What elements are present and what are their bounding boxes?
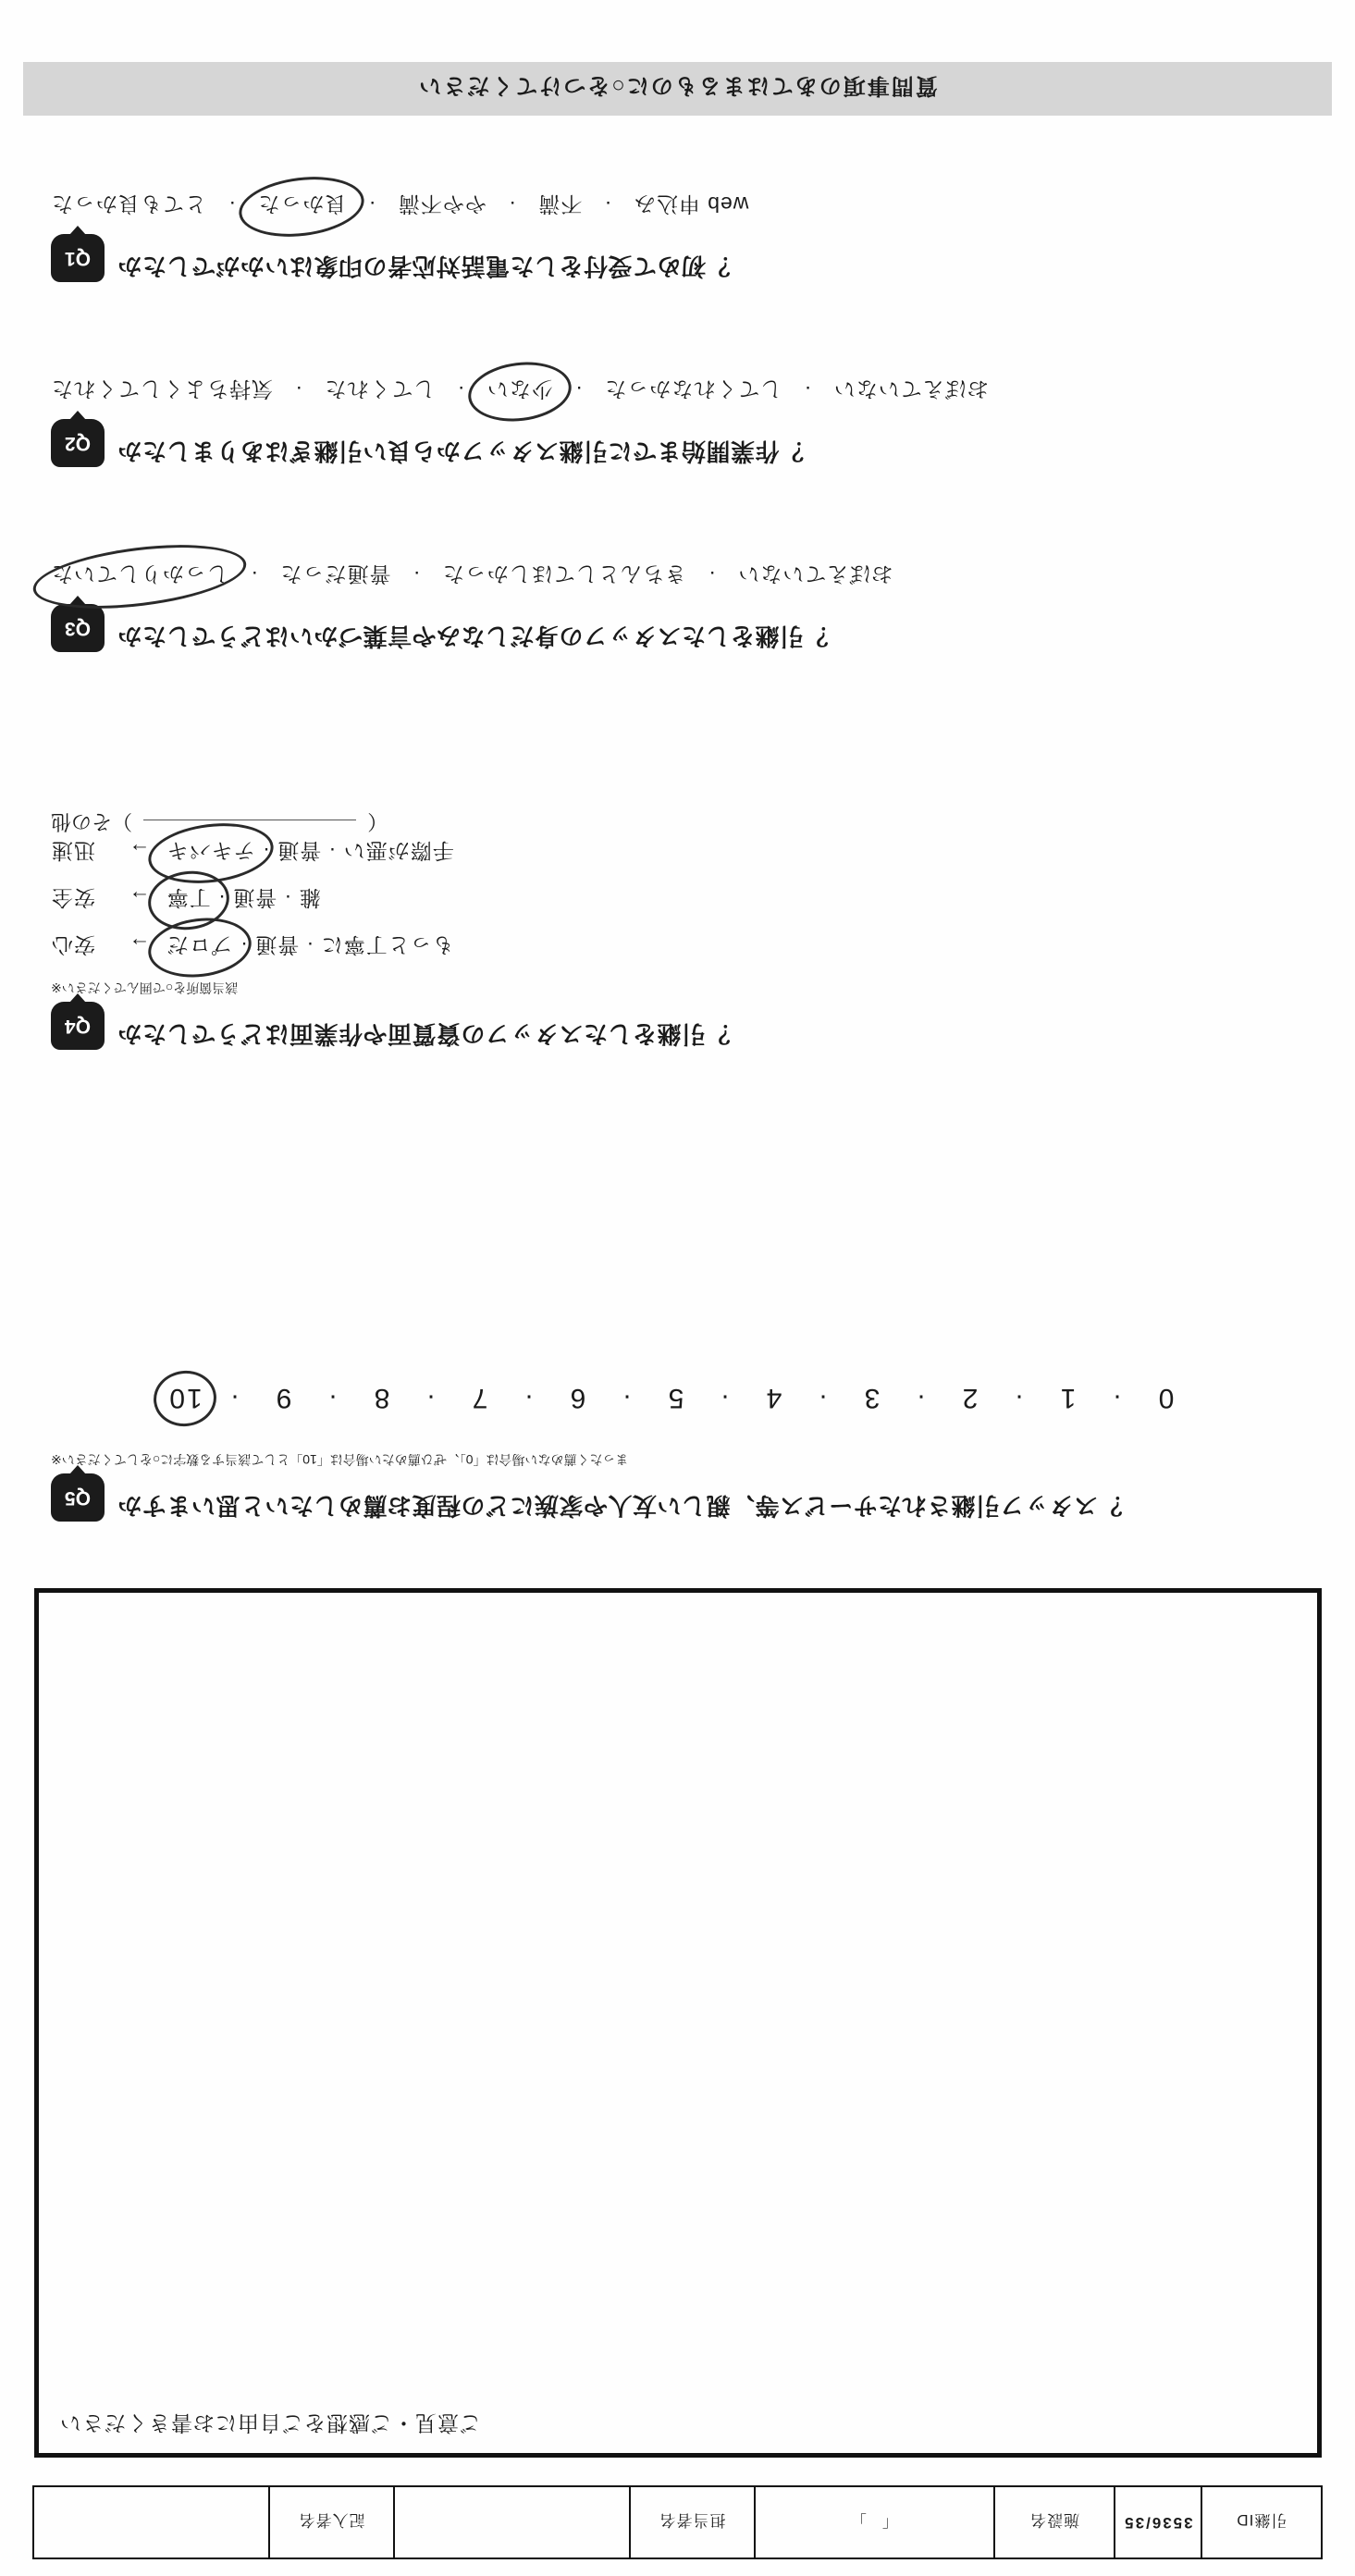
q4-jinsoku-option-2[interactable]: 普通 bbox=[277, 839, 322, 863]
q3-option-2[interactable]: 普通だった bbox=[279, 562, 391, 586]
q5-option-7[interactable]: 7 bbox=[470, 1383, 488, 1413]
q4-row-arrow-anzen: → bbox=[128, 886, 151, 910]
table-row bbox=[33, 2486, 1322, 2558]
q1-option-4[interactable]: 不満 bbox=[537, 192, 583, 216]
header-label-id: 引継ID bbox=[1201, 2486, 1322, 2558]
question-badge-q5: Q5 bbox=[51, 1473, 105, 1522]
q4-anzen-option-3[interactable]: 雑 bbox=[298, 886, 321, 910]
q4-other-label: その他（ bbox=[51, 810, 133, 833]
comment-box-label: ご意見・ご感想をご自由にお書きください bbox=[59, 2411, 481, 2435]
q3-option-4[interactable]: おぼえていない bbox=[737, 562, 893, 586]
q3-choices[interactable]: しっかりしていた · 普通だった · きちんとしてほしかった · おぼえていない bbox=[51, 561, 1300, 591]
question-text-q5: スタッフ引継されたサービス等、親しい友人や家族にどの程度お薦めしたいと思いますか？ bbox=[117, 1492, 1123, 1520]
instruction-bar bbox=[23, 62, 1332, 116]
header-label-writer: 記入者名 bbox=[269, 2486, 393, 2558]
q2-option-4[interactable]: してくれなかった bbox=[604, 377, 782, 401]
q4-row-arrow-jinsoku: → bbox=[128, 839, 151, 863]
question-block-q4 bbox=[51, 810, 1300, 1050]
q4-other-line[interactable] bbox=[51, 808, 1300, 837]
q4-anzen-option-2[interactable]: 普通 bbox=[232, 886, 277, 910]
q5-option-2[interactable]: 2 bbox=[960, 1383, 979, 1413]
q5-option-1[interactable]: 1 bbox=[1058, 1383, 1077, 1413]
q4-row-arrow-anshin: → bbox=[128, 933, 151, 957]
q4-row-anzen[interactable]: 安全 → 丁寧 · 普通 · 雑 bbox=[51, 884, 1300, 915]
header-value-manager[interactable] bbox=[394, 2486, 630, 2558]
q1-choices[interactable]: とても良かった · 良かった · やや不満 · 不満 · web 申込み bbox=[51, 191, 1300, 221]
q5-option-9[interactable]: 9 bbox=[274, 1383, 292, 1413]
q4-anzen-option-1[interactable]: 丁寧 bbox=[166, 884, 211, 915]
q4-other-close: ） bbox=[367, 810, 388, 833]
header-label-facility: 施設名 bbox=[994, 2486, 1115, 2558]
q5-option-3[interactable]: 3 bbox=[862, 1383, 881, 1413]
q5-option-4[interactable]: 4 bbox=[764, 1383, 782, 1413]
q2-choices[interactable]: 気持ちよくしてくれた · してくれた · 少ない · してくれなかった · おぼえていない bbox=[51, 376, 1300, 406]
question-text-q1: 初めて受付をした電話対応者の印象はいかがでしたか？ bbox=[117, 253, 731, 280]
question-block-q1 bbox=[51, 191, 1300, 282]
q2-option-3[interactable]: 少ない bbox=[487, 376, 553, 406]
q4-other-input[interactable] bbox=[143, 820, 356, 821]
q5-option-10[interactable]: 10 bbox=[144, 1382, 226, 1413]
q4-anshin-option-2[interactable]: 普通 bbox=[254, 933, 300, 957]
question-text-q2: 作業開始までに引継スタッフから良い引継ぎはありましたか？ bbox=[117, 438, 805, 465]
q1-option-2[interactable]: 良かった bbox=[257, 191, 346, 221]
header-table bbox=[32, 2485, 1323, 2559]
instruction-text: 質問事項のあてはまるものに○をつけてください bbox=[417, 73, 938, 99]
question-text-q3: 引継をしたスタッフの身だしなみや言葉づかいはどうでしたか？ bbox=[117, 622, 829, 650]
q2-option-2[interactable]: してくれた bbox=[324, 377, 436, 401]
question-badge-q4: Q4 bbox=[51, 1002, 105, 1050]
q3-option-1[interactable]: しっかりしていた bbox=[51, 561, 228, 591]
q1-option-1[interactable]: とても良かった bbox=[51, 192, 206, 216]
question-badge-q3: Q3 bbox=[51, 604, 105, 652]
header-value-writer[interactable] bbox=[33, 2486, 269, 2558]
q5-option-5[interactable]: 5 bbox=[666, 1383, 684, 1413]
q3-option-3[interactable]: きちんとしてほしかった bbox=[441, 562, 686, 586]
question-block-q2 bbox=[51, 376, 1300, 467]
q5-scale[interactable]: 10 · 9 · 8 · 7 · 6 · 5 · 4 · 3 · 2 · 1 · 0 bbox=[51, 1382, 1300, 1413]
q4-row-anshin[interactable]: 安心 → プロだ · 普通 · もっと丁寧に bbox=[51, 931, 1300, 962]
question-text-q4: 引継をしたスタッフの資質面や作業面はどうでしたか？ bbox=[117, 1020, 731, 1048]
q2-option-5[interactable]: おぼえていない bbox=[832, 377, 989, 401]
q5-option-6[interactable]: 6 bbox=[568, 1383, 586, 1413]
question-note-q5: ※まったく薦めない場合は「0」、ぜひ薦めたい場合は「10」として該当する数字に○をしてください bbox=[51, 1452, 629, 1467]
comment-box[interactable] bbox=[34, 1588, 1322, 2458]
q4-jinsoku-option-1[interactable]: テキパキ bbox=[166, 837, 255, 868]
question-note-q4: ※該当箇所を○で囲んでください bbox=[51, 980, 239, 995]
q5-option-8[interactable]: 8 bbox=[372, 1383, 390, 1413]
q4-row-label-anzen: 安全 bbox=[51, 886, 95, 910]
question-block-q5 bbox=[51, 1382, 1300, 1522]
q1-option-5[interactable]: web 申込み bbox=[633, 192, 749, 216]
q4-row-label-jinsoku: 迅速 bbox=[51, 839, 95, 863]
comment-handwriting bbox=[1151, 2346, 1206, 2425]
q4-row-label-anshin: 安心 bbox=[51, 933, 95, 957]
question-block-q3 bbox=[51, 561, 1300, 652]
q4-jinsoku-option-3[interactable]: 手際が悪い bbox=[342, 839, 454, 863]
q4-row-jinsoku[interactable]: 迅速 → テキパキ · 普通 · 手際が悪い bbox=[51, 837, 1300, 868]
header-value-id: 3536/35 bbox=[1115, 2486, 1201, 2558]
question-badge-q2: Q2 bbox=[51, 419, 105, 467]
header-label-manager: 担当者名 bbox=[630, 2486, 754, 2558]
q4-anshin-option-1[interactable]: プロだ bbox=[166, 931, 233, 962]
question-badge-q1: Q1 bbox=[51, 234, 105, 282]
q1-option-3[interactable]: やや不満 bbox=[397, 192, 487, 216]
q2-option-1[interactable]: 気持ちよくしてくれた bbox=[51, 377, 273, 401]
header-value-facility[interactable]: 「 」 bbox=[755, 2486, 994, 2558]
q4-anshin-option-3[interactable]: もっと丁寧に bbox=[320, 933, 454, 957]
q5-option-0[interactable]: 0 bbox=[1156, 1383, 1175, 1413]
